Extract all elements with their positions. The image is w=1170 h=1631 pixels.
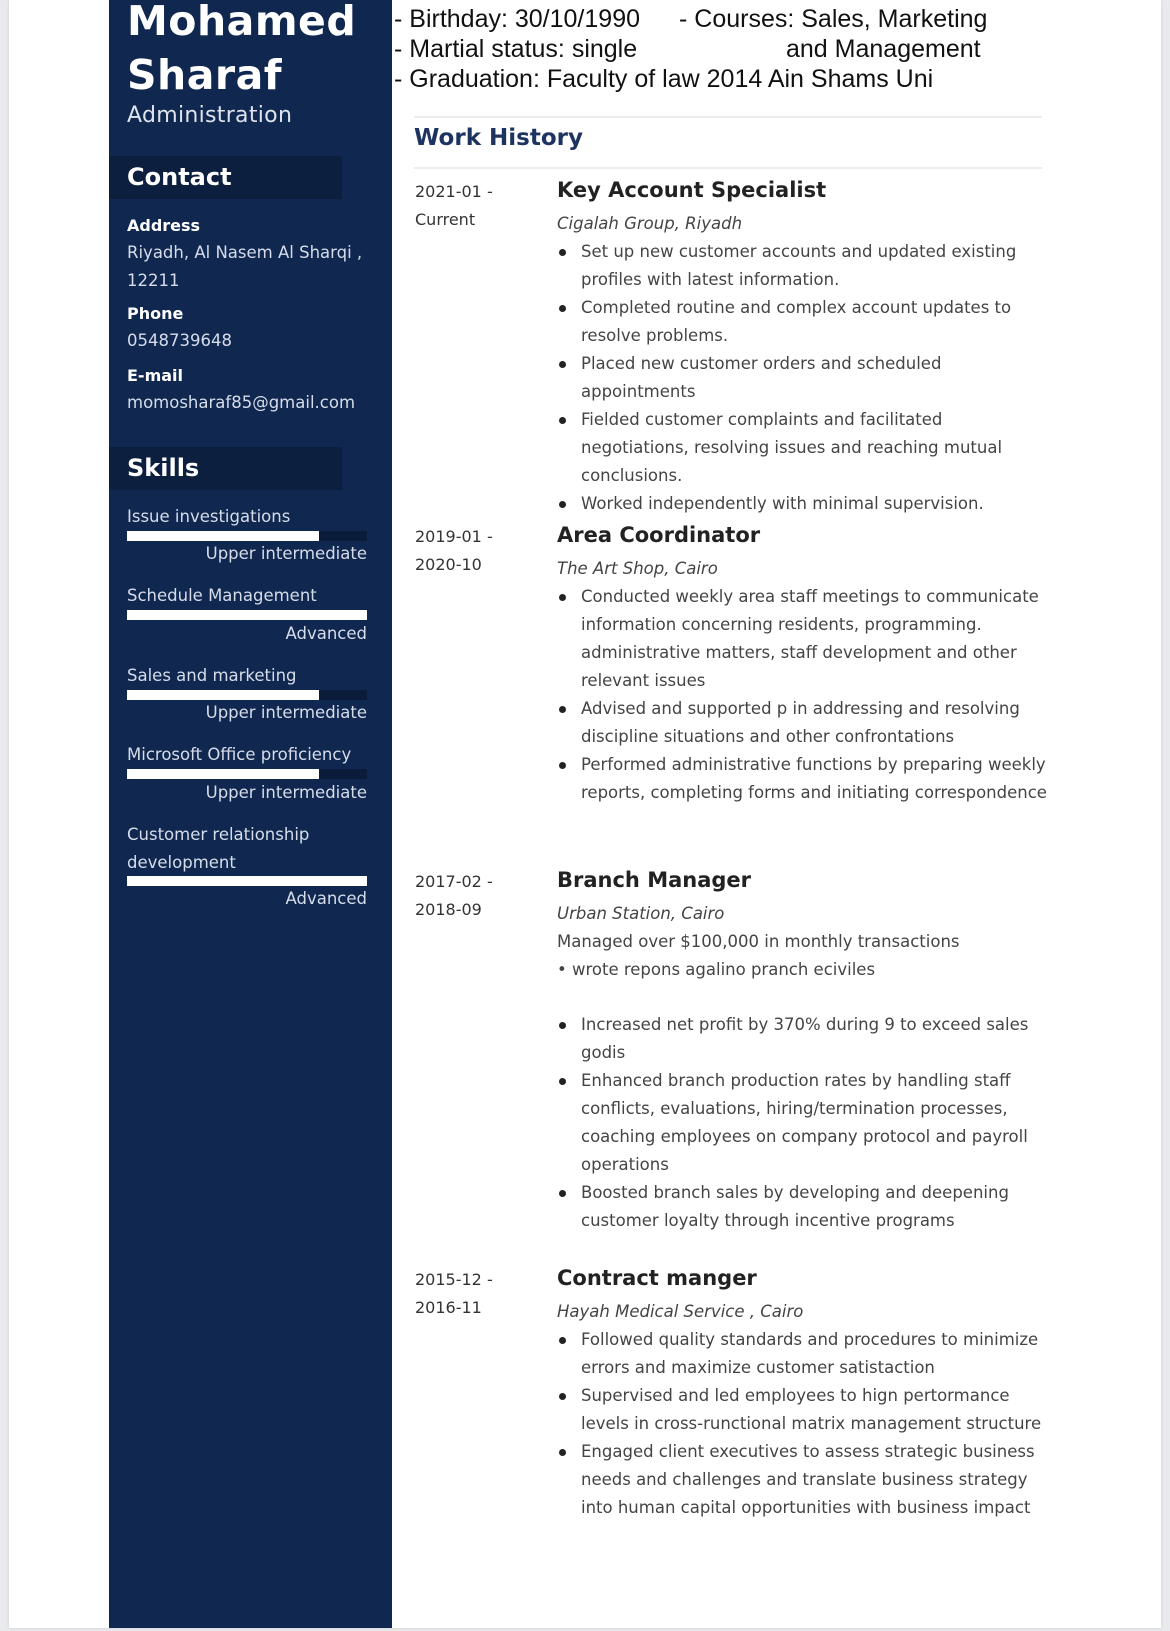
job-date-end: Current: [415, 210, 476, 229]
job-bullets: [557, 928, 1047, 1235]
skill-name: Microsoft Office proficiency: [127, 745, 352, 764]
bullet-icon: [559, 1022, 566, 1029]
skills-heading: Skills: [109, 447, 342, 490]
job-bullet: Enhanced branch production rates by handling staff conflicts, evaluations, hiring/termination processes, coaching employees on company protocol and payroll operations: [581, 1067, 1047, 1179]
job-bullet: Followed quality standards and procedures to minimize errors and maximize customer satistaction: [581, 1326, 1047, 1382]
job-bullet: Completed routine and complex account updates to resolve problems.: [581, 294, 1047, 350]
job-dates: [415, 1266, 493, 1322]
bullet-icon: [559, 305, 566, 312]
phone-value: 0548739648: [127, 331, 232, 350]
bullet-icon: [559, 1393, 566, 1400]
candidate-name: [127, 0, 356, 102]
skill-bar-fill: [127, 531, 319, 541]
birthday-line: - Birthday: 30/10/1990: [394, 5, 640, 33]
job-company: Cigalah Group, Riyadh: [557, 214, 743, 233]
job-title: Key Account Specialist: [557, 178, 827, 202]
job-date-end: 2020-10: [415, 555, 482, 574]
job-date-start: 2021-01 -: [415, 182, 493, 201]
contact-heading: Contact: [109, 156, 342, 199]
job-summary: Managed over $100,000 in monthly transactions: [557, 932, 960, 951]
email-label: E-mail: [127, 366, 184, 385]
bullet-icon: [559, 361, 566, 368]
job-bullet: Placed new customer orders and scheduled appointments: [581, 350, 1047, 406]
job-company: Hayah Medical Service , Cairo: [557, 1302, 804, 1321]
job-note: • wrote repons agalino pranch eciviles: [557, 960, 876, 979]
job-bullet: Advised and supported p in addressing and resolving discipline situations and other confrontations: [581, 695, 1047, 751]
skill-level: Upper intermediate: [205, 544, 367, 563]
bullet-icon: [559, 762, 566, 769]
job-bullets: [557, 583, 1047, 807]
skill-bar: [127, 769, 367, 779]
job-title: Branch Manager: [557, 868, 752, 892]
first-name: Mohamed: [127, 0, 357, 45]
address-value: Riyadh, Al Nasem Al Sharqi , 12211: [127, 243, 363, 290]
job-bullet: Supervised and led employees to hign pertormance levels in cross-runctional matrix management structure: [581, 1382, 1047, 1438]
address-label: Address: [127, 216, 201, 235]
job-bullet: Set up new customer accounts and updated existing profiles with latest information.: [581, 238, 1047, 294]
sidebar: [109, 0, 392, 1628]
skill-level: Advanced: [285, 624, 367, 643]
divider: [414, 167, 1042, 169]
job-date-start: 2015-12 -: [415, 1270, 493, 1289]
skill-name: Customer relationship development: [127, 825, 310, 872]
resume-page: [9, 0, 1161, 1628]
job-dates: [415, 523, 493, 579]
skill-name: Sales and marketing: [127, 666, 297, 685]
job-company: Urban Station, Cairo: [557, 904, 725, 923]
email-value: momosharaf85@gmail.com: [127, 393, 356, 412]
skill-bar-fill: [127, 769, 319, 779]
bullet-icon: [559, 594, 566, 601]
skill-bar: [127, 690, 367, 700]
job-bullets: [557, 238, 1047, 518]
skill-level: Upper intermediate: [205, 703, 367, 722]
divider: [414, 116, 1042, 118]
bullet-icon: [559, 1449, 566, 1456]
courses-line-1: - Courses: Sales, Marketing: [679, 5, 988, 33]
bullet-icon: [559, 706, 566, 713]
skill-bar-fill: [127, 876, 367, 886]
bullet-icon: [559, 501, 566, 508]
job-bullet: Performed administrative functions by preparing weekly reports, completing forms and initiating correspondence: [581, 751, 1047, 807]
job-date-start: 2017-02 -: [415, 872, 493, 891]
job-title: Contract manger: [557, 1266, 757, 1290]
skill-bar: [127, 610, 367, 620]
skill-level: Upper intermediate: [205, 783, 367, 802]
skill-name: Issue investigations: [127, 507, 291, 526]
job-dates: [415, 868, 493, 924]
job-bullet: Worked independently with minimal supervision.: [581, 490, 1047, 518]
job-title: Area Coordinator: [557, 523, 761, 547]
skill-bar-fill: [127, 610, 367, 620]
job-bullet: Fielded customer complaints and facilitated negotiations, resolving issues and reaching mutual conclusions.: [581, 406, 1047, 490]
bullet-icon: [559, 1190, 566, 1197]
skill-bar-fill: [127, 690, 319, 700]
work-history-heading: Work History: [414, 125, 583, 151]
last-name: Sharaf: [127, 51, 283, 99]
bullet-icon: [559, 249, 566, 256]
bullet-icon: [559, 1337, 566, 1344]
skill-bar: [127, 531, 367, 541]
candidate-role: Administration: [127, 103, 293, 128]
job-bullet: Increased net profit by 370% during 9 to exceed sales godis: [581, 1011, 1047, 1067]
job-bullet: Engaged client executives to assess strategic business needs and challenges and translate business strategy into human capital opportunities with business impact: [581, 1438, 1047, 1522]
skill-level: Advanced: [285, 889, 367, 908]
graduation-line: - Graduation: Faculty of law 2014 Ain Shams Uni: [394, 65, 934, 93]
job-date-end: 2018-09: [415, 900, 482, 919]
marital-status-line: - Martial status: single: [394, 35, 638, 63]
bullet-icon: [559, 417, 566, 424]
job-date-start: 2019-01 -: [415, 527, 493, 546]
job-date-end: 2016-11: [415, 1298, 482, 1317]
phone-label: Phone: [127, 304, 184, 323]
job-company: The Art Shop, Cairo: [557, 559, 718, 578]
job-dates: [415, 178, 493, 234]
courses-line-2: and Management: [786, 35, 981, 63]
job-bullet: Boosted branch sales by developing and deepening customer loyalty through incentive programs: [581, 1179, 1047, 1235]
bullet-icon: [559, 1078, 566, 1085]
skill-name: Schedule Management: [127, 586, 317, 605]
job-bullets: [557, 1326, 1047, 1522]
skill-bar: [127, 876, 367, 886]
job-bullet: Conducted weekly area staff meetings to communicate information concerning residents, programming. administrative matters, staff development and other relevant issues: [581, 583, 1047, 695]
